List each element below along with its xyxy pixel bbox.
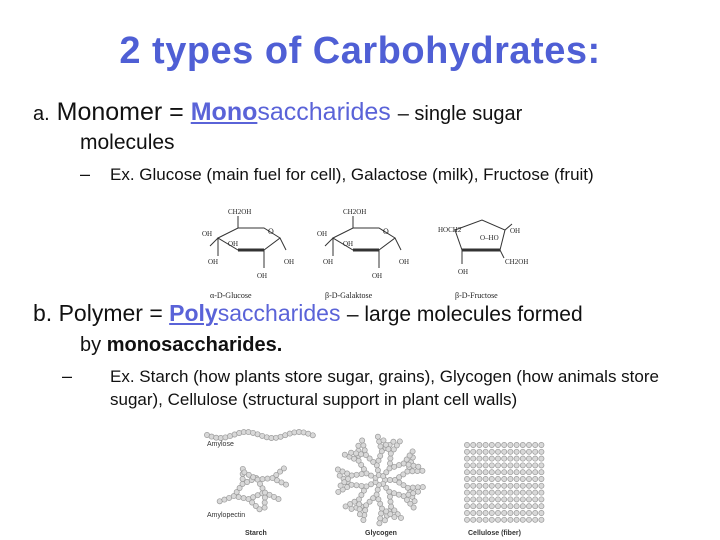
glycogen-unit — [335, 467, 340, 472]
cellulose-unit — [495, 504, 500, 509]
bond — [395, 238, 401, 250]
amylopectin-unit — [241, 496, 246, 501]
starch-label: Starch — [245, 530, 267, 537]
cellulose-unit — [520, 497, 525, 502]
cellulose-unit — [508, 510, 513, 515]
cellulose-unit — [471, 456, 476, 461]
cellulose-unit — [483, 456, 488, 461]
cellulose-unit — [520, 510, 525, 515]
cellulose-unit — [471, 470, 476, 475]
cellulose-unit — [514, 456, 519, 461]
cellulose-unit — [533, 463, 538, 468]
glycogen-unit — [411, 491, 416, 496]
glycogen-unit — [420, 468, 425, 473]
cellulose-label: Cellulose (fiber) — [468, 530, 521, 537]
substituent-top: CH2OH — [228, 208, 252, 216]
cellulose-unit — [464, 483, 469, 488]
cellulose-unit — [508, 442, 513, 447]
cellulose-unit — [508, 476, 513, 481]
glycogen-unit — [342, 452, 347, 457]
cellulose-unit — [471, 504, 476, 509]
cellulose-unit — [502, 490, 507, 495]
cellulose-unit — [526, 470, 531, 475]
cellulose-unit — [502, 483, 507, 488]
cellulose-unit — [514, 476, 519, 481]
cellulose-unit — [495, 449, 500, 454]
glycogen-unit — [388, 456, 393, 461]
bond — [500, 250, 504, 258]
substituent-right: OH — [399, 258, 410, 266]
cellulose-unit — [489, 490, 494, 495]
cellulose-unit — [477, 442, 482, 447]
amylopectin-label: Amylopectin — [207, 512, 246, 519]
glycogen-unit — [377, 521, 382, 526]
substituent-right: OH — [510, 227, 521, 235]
cellulose-unit — [477, 490, 482, 495]
glycogen-unit — [362, 448, 367, 453]
cellulose-unit — [508, 490, 513, 495]
polysaccharide-illustrations — [195, 425, 555, 540]
substituent-top: CH2OH — [343, 208, 367, 216]
glycogen-unit — [363, 452, 368, 457]
cellulose-fibers — [464, 442, 544, 522]
glycogen-unit — [398, 515, 403, 520]
cellulose-unit — [495, 490, 500, 495]
cellulose-unit — [514, 510, 519, 515]
amylopectin-unit — [260, 477, 265, 482]
glycogen-unit — [361, 443, 366, 448]
amylose-unit — [310, 433, 315, 438]
cellulose-unit — [508, 470, 513, 475]
glycogen-unit — [381, 438, 386, 443]
glycogen-unit — [415, 489, 420, 494]
glycogen-unit — [356, 443, 361, 448]
bond — [210, 238, 218, 246]
slide-title: 2 types of Carbohydrates: — [119, 30, 601, 72]
cellulose-unit — [489, 470, 494, 475]
cellulose-unit — [539, 483, 544, 488]
cellulose-unit — [489, 504, 494, 509]
cellulose-unit — [477, 449, 482, 454]
cellulose-unit — [464, 517, 469, 522]
cellulose-unit — [495, 510, 500, 515]
cellulose-unit — [502, 470, 507, 475]
cellulose-unit — [526, 510, 531, 515]
cellulose-unit — [477, 517, 482, 522]
cellulose-unit — [471, 449, 476, 454]
cellulose-unit — [471, 490, 476, 495]
amylopectin-unit — [283, 482, 288, 487]
amylopectin-unit — [276, 497, 281, 502]
cellulose-unit — [533, 449, 538, 454]
cellulose-unit — [495, 442, 500, 447]
amylopectin-unit — [240, 476, 245, 481]
cellulose-unit — [471, 517, 476, 522]
substituent-left: OH — [317, 230, 328, 238]
substituent-bottom: OH — [257, 272, 268, 280]
cellulose-unit — [526, 456, 531, 461]
substituent-inner: OH — [228, 240, 239, 248]
cellulose-unit — [533, 497, 538, 502]
cellulose-unit — [483, 463, 488, 468]
cellulose-unit — [477, 497, 482, 502]
cellulose-unit — [502, 476, 507, 481]
cellulose-unit — [533, 517, 538, 522]
cellulose-unit — [464, 476, 469, 481]
cellulose-unit — [508, 463, 513, 468]
glycogen-unit — [406, 462, 411, 467]
cellulose-unit — [502, 463, 507, 468]
cellulose-unit — [471, 497, 476, 502]
cellulose-unit — [533, 470, 538, 475]
substituent-inner: O–HO — [480, 234, 499, 242]
molecule-name: β-D-Galaktose — [325, 291, 373, 300]
glycogen-unit — [354, 451, 359, 456]
cellulose-unit — [508, 497, 513, 502]
cellulose-unit — [489, 476, 494, 481]
cellulose-unit — [526, 517, 531, 522]
section-b-continuation-bold: monosaccharides. — [106, 334, 283, 356]
glycogen-unit — [388, 499, 393, 504]
glycogen-unit — [357, 507, 362, 512]
cellulose-unit — [539, 476, 544, 481]
glycogen-unit — [378, 444, 383, 449]
amylopectin-unit — [265, 476, 270, 481]
cellulose-unit — [502, 442, 507, 447]
substituent-bottom: OH — [372, 272, 383, 280]
glycogen-unit — [375, 468, 380, 473]
cellulose-unit — [502, 456, 507, 461]
cellulose-unit — [533, 456, 538, 461]
cellulose-unit — [502, 449, 507, 454]
cellulose-unit — [477, 504, 482, 509]
cellulose-unit — [502, 510, 507, 515]
cellulose-unit — [514, 442, 519, 447]
cellulose-unit — [533, 483, 538, 488]
cellulose-unit — [520, 476, 525, 481]
cellulose-unit — [489, 463, 494, 468]
section-a-prefix: Mono — [190, 98, 258, 126]
cellulose-unit — [526, 476, 531, 481]
glycogen-unit — [396, 492, 401, 497]
galactose-structure — [317, 208, 409, 300]
ring-oxygen: O — [383, 227, 389, 236]
cellulose-unit — [477, 470, 482, 475]
ring-oxygen: O — [268, 227, 274, 236]
cellulose-unit — [526, 490, 531, 495]
cellulose-unit — [489, 510, 494, 515]
cellulose-unit — [539, 517, 544, 522]
cellulose-unit — [520, 504, 525, 509]
cellulose-unit — [477, 463, 482, 468]
cellulose-unit — [471, 483, 476, 488]
cellulose-unit — [508, 504, 513, 509]
amylopectin-unit — [262, 495, 267, 500]
glycogen-unit — [354, 483, 359, 488]
cellulose-unit — [514, 470, 519, 475]
amylopectin-branches — [217, 466, 289, 512]
cellulose-unit — [464, 463, 469, 468]
glycogen-unit — [411, 463, 416, 468]
cellulose-unit — [533, 510, 538, 515]
glycogen-unit — [375, 487, 380, 492]
section-b-example: Ex. Starch (how plants store sugar, grains), Glycogen (how animals store sugar), Cellulose (structural support in plant cell walls) — [110, 367, 659, 409]
molecule-name: β-D-Fructose — [455, 291, 498, 300]
cellulose-unit — [514, 449, 519, 454]
glycogen-unit — [410, 469, 415, 474]
cellulose-unit — [464, 510, 469, 515]
cellulose-unit — [520, 517, 525, 522]
cellulose-unit — [539, 449, 544, 454]
cellulose-unit — [464, 470, 469, 475]
glucose-structure — [202, 208, 294, 300]
cellulose-unit — [477, 476, 482, 481]
molecule-name: α-D-Glucose — [210, 291, 252, 300]
cellulose-unit — [508, 449, 513, 454]
cellulose-unit — [471, 510, 476, 515]
cellulose-unit — [520, 442, 525, 447]
cellulose-unit — [489, 483, 494, 488]
cellulose-unit — [520, 449, 525, 454]
amylopectin-unit — [262, 505, 267, 510]
cellulose-unit — [520, 490, 525, 495]
substituent-bottom-left: OH — [208, 258, 219, 266]
section-b-heading — [33, 300, 583, 327]
cellulose-unit — [477, 483, 482, 488]
cellulose-unit — [483, 470, 488, 475]
cellulose-unit — [533, 490, 538, 495]
cellulose-unit — [526, 442, 531, 447]
cellulose-unit — [464, 449, 469, 454]
substituent-top: HOCH2 — [438, 226, 462, 234]
cellulose-unit — [464, 490, 469, 495]
cellulose-unit — [489, 442, 494, 447]
cellulose-unit — [526, 449, 531, 454]
cellulose-unit — [502, 497, 507, 502]
cellulose-unit — [539, 456, 544, 461]
cellulose-unit — [514, 517, 519, 522]
substituent-inner: OH — [343, 240, 354, 248]
cellulose-unit — [483, 497, 488, 502]
cellulose-unit — [539, 470, 544, 475]
monosaccharide-structures — [200, 200, 560, 304]
glycogen-unit — [357, 502, 362, 507]
cellulose-unit — [471, 476, 476, 481]
cellulose-unit — [489, 497, 494, 502]
cellulose-unit — [539, 504, 544, 509]
cellulose-unit — [489, 449, 494, 454]
section-b-marker: b. — [33, 300, 53, 326]
section-b-example-dash: – — [62, 366, 73, 386]
cellulose-unit — [489, 517, 494, 522]
amylopectin-unit — [262, 500, 267, 505]
cellulose-unit — [483, 510, 488, 515]
cellulose-unit — [520, 456, 525, 461]
cellulose-unit — [464, 456, 469, 461]
cellulose-unit — [520, 463, 525, 468]
fructose-structure — [438, 220, 528, 300]
glycogen-unit — [360, 438, 365, 443]
cellulose-unit — [508, 517, 513, 522]
glycogen-unit — [349, 506, 354, 511]
cellulose-unit — [464, 442, 469, 447]
bond — [325, 238, 333, 246]
cellulose-unit — [483, 517, 488, 522]
glycogen-unit — [343, 504, 348, 509]
glycogen-unit — [349, 450, 354, 455]
cellulose-unit — [526, 463, 531, 468]
glycogen-unit — [406, 492, 411, 497]
cellulose-unit — [539, 442, 544, 447]
cellulose-unit — [477, 456, 482, 461]
glycogen-unit — [336, 489, 341, 494]
cellulose-unit — [495, 456, 500, 461]
section-b-prefix: Poly — [169, 300, 218, 326]
cellulose-unit — [508, 483, 513, 488]
glycogen-unit — [420, 485, 425, 490]
cellulose-unit — [539, 510, 544, 515]
glycogen-unit — [416, 464, 421, 469]
glycogen-unit — [375, 434, 380, 439]
cellulose-unit — [502, 517, 507, 522]
glycogen-label: Glycogen — [365, 530, 397, 537]
cellulose-unit — [526, 497, 531, 502]
section-b-continuation — [80, 334, 282, 357]
glycogen-unit — [357, 512, 362, 517]
section-a-term: Monomer = — [56, 98, 184, 126]
section-b-suffix: saccharides — [217, 300, 341, 326]
glycogen-unit — [364, 503, 369, 508]
cellulose-unit — [464, 504, 469, 509]
cellulose-unit — [533, 442, 538, 447]
cellulose-unit — [483, 490, 488, 495]
section-b-continuation-prefix: by — [80, 334, 102, 356]
glycogen-unit — [359, 472, 364, 477]
glycogen-unit — [379, 511, 384, 516]
cellulose-unit — [514, 497, 519, 502]
cellulose-unit — [526, 504, 531, 509]
substituent-left: OH — [202, 230, 213, 238]
section-a-example: Ex. Glucose (main fuel for cell), Galactose (milk), Fructose (fruit) — [110, 165, 594, 184]
glycogen-unit — [378, 516, 383, 521]
amylose-chain — [204, 429, 315, 440]
cellulose-unit — [520, 470, 525, 475]
glycogen-unit — [387, 494, 392, 499]
section-a-suffix: saccharides — [257, 98, 391, 126]
cellulose-unit — [495, 497, 500, 502]
amylopectin-unit — [236, 495, 241, 500]
cellulose-unit — [483, 449, 488, 454]
cellulose-unit — [489, 456, 494, 461]
cellulose-unit — [539, 490, 544, 495]
cellulose-unit — [471, 463, 476, 468]
substituent-right: OH — [284, 258, 295, 266]
glycogen-branches — [335, 434, 425, 526]
substituent-bottom: CH2OH — [505, 258, 529, 266]
substituent-bottom-left: OH — [458, 268, 469, 276]
section-a-description: – single sugar — [397, 103, 523, 125]
section-b-term: Polymer = — [58, 300, 163, 326]
glycogen-unit — [359, 483, 364, 488]
glycogen-unit — [411, 505, 416, 510]
glycogen-unit — [410, 485, 415, 490]
cellulose-unit — [495, 463, 500, 468]
cellulose-unit — [495, 476, 500, 481]
glycogen-unit — [338, 483, 343, 488]
cellulose-unit — [483, 476, 488, 481]
cellulose-unit — [483, 442, 488, 447]
cellulose-unit — [520, 483, 525, 488]
cellulose-unit — [477, 510, 482, 515]
cellulose-unit — [526, 483, 531, 488]
cellulose-unit — [495, 517, 500, 522]
cellulose-unit — [471, 442, 476, 447]
amylopectin-unit — [281, 466, 286, 471]
amylose-label: Amylose — [207, 441, 234, 448]
cellulose-unit — [514, 483, 519, 488]
glycogen-unit — [392, 464, 397, 469]
glycogen-unit — [397, 439, 402, 444]
glycogen-unit — [410, 449, 415, 454]
cellulose-unit — [533, 504, 538, 509]
cellulose-unit — [533, 476, 538, 481]
cellulose-unit — [483, 504, 488, 509]
section-a-continuation: molecules — [80, 131, 175, 154]
cellulose-unit — [464, 497, 469, 502]
glycogen-unit — [354, 472, 359, 477]
section-a-marker: a. — [33, 103, 50, 125]
cellulose-unit — [483, 483, 488, 488]
substituent-bottom-left: OH — [323, 258, 334, 266]
glycogen-unit — [387, 477, 392, 482]
cellulose-unit — [495, 470, 500, 475]
cellulose-unit — [502, 504, 507, 509]
glycogen-unit — [392, 515, 397, 520]
cellulose-unit — [539, 497, 544, 502]
cellulose-unit — [514, 504, 519, 509]
glycogen-unit — [387, 489, 392, 494]
section-a-example-dash: – — [80, 164, 91, 184]
section-b-description: – large molecules formed — [346, 303, 583, 326]
cellulose-unit — [495, 483, 500, 488]
cellulose-unit — [508, 456, 513, 461]
cellulose-unit — [514, 463, 519, 468]
cellulose-unit — [514, 490, 519, 495]
cellulose-unit — [539, 463, 544, 468]
section-a-heading — [33, 98, 522, 127]
amylopectin-unit — [257, 507, 262, 512]
bond — [280, 238, 286, 250]
glycogen-unit — [361, 517, 366, 522]
